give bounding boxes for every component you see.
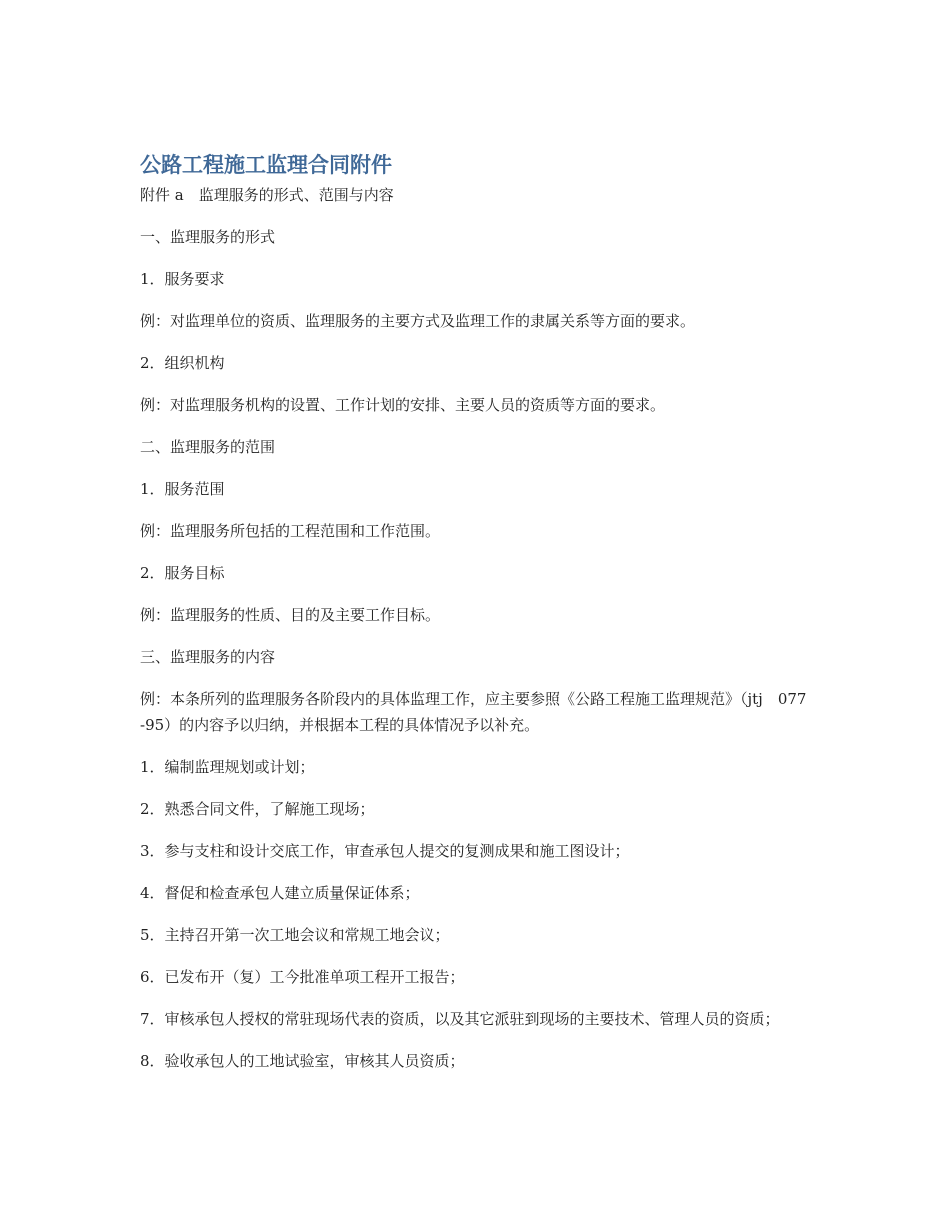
list-item: 7．审核承包人授权的常驻现场代表的资质，以及其它派驻到现场的主要技术、管理人员的资质； (140, 1010, 780, 1028)
list-item: 5．主持召开第一次工地会议和常规工地会议； (140, 926, 450, 944)
section-heading-content: 三、监理服务的内容 (140, 648, 276, 666)
item-organization: 2．组织机构 (140, 354, 225, 372)
list-item: 2．熟悉合同文件，了解施工现场； (140, 800, 375, 818)
list-item: 8．验收承包人的工地试验室，审核其人员资质； (140, 1052, 465, 1070)
example-service-goals: 例：监理服务的性质、目的及主要工作目标。 (140, 606, 441, 624)
item-service-requirements: 1．服务要求 (140, 270, 225, 288)
attachment-subtitle: 附件 a 监理服务的形式、范围与内容 (140, 186, 394, 204)
item-service-goals: 2．服务目标 (140, 564, 225, 582)
example-service-requirements: 例：对监理单位的资质、监理服务的主要方式及监理工作的隶属关系等方面的要求。 (140, 312, 696, 330)
example-organization: 例：对监理服务机构的设置、工作计划的安排、主要人员的资质等方面的要求。 (140, 396, 666, 414)
list-item: 1．编制监理规划或计划； (140, 758, 315, 776)
list-item: 3．参与支柱和设计交底工作，审查承包人提交的复测成果和施工图设计； (140, 842, 630, 860)
section-heading-scope: 二、监理服务的范围 (140, 438, 276, 456)
document-page (140, 150, 810, 1074)
document-title: 公路工程施工监理合同附件 (140, 153, 392, 177)
section-heading-form: 一、监理服务的形式 (140, 228, 276, 246)
list-item: 4．督促和检查承包人建立质量保证体系； (140, 884, 420, 902)
list-item: 6．已发布开（复）工今批准单项工程开工报告； (140, 968, 465, 986)
item-service-scope: 1．服务范围 (140, 480, 225, 498)
example-service-scope: 例：监理服务所包括的工程范围和工作范围。 (140, 522, 441, 540)
example-content: 例：本条所列的监理服务各阶段内的具体监理工作，应主要参照《公路工程施工监理规范》（jtj 077-95）的内容予以归纳，并根据本工程的具体情况予以补充。 (140, 690, 807, 734)
